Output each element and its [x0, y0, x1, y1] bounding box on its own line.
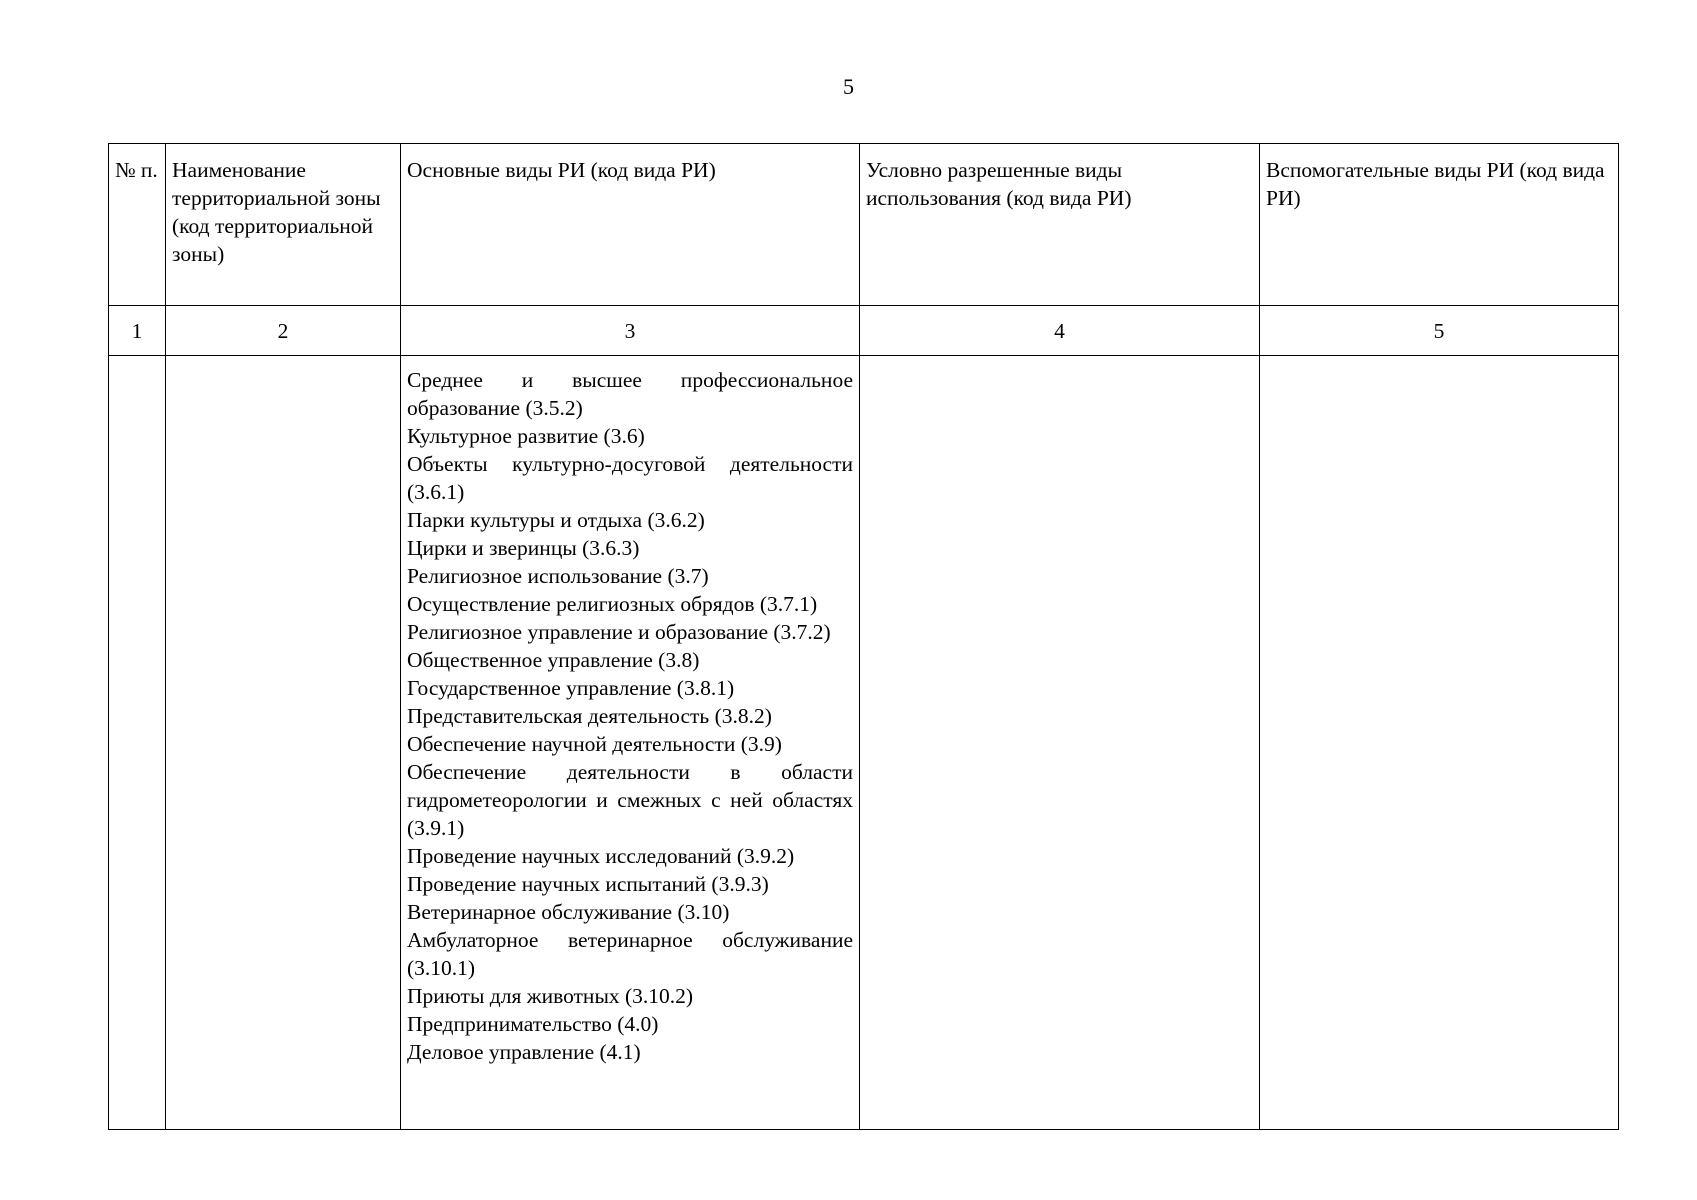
column-number: 3	[401, 306, 860, 356]
main-type-entry: Ветеринарное обслуживание (3.10)	[407, 900, 730, 924]
header-main-types: Основные виды РИ (код вида РИ)	[401, 144, 860, 306]
main-type-entry: Амбулаторное ветеринарное обслуживание (3.10.1)	[407, 928, 853, 980]
column-number: 4	[860, 306, 1260, 356]
main-type-entry: Предпринимательство (4.0)	[407, 1012, 659, 1036]
main-type-entry: Общественное управление (3.8)	[407, 648, 700, 672]
header-number: № п.	[109, 144, 166, 306]
auxiliary-types-cell	[1260, 356, 1619, 1130]
main-type-entry: Приюты для животных (3.10.2)	[407, 984, 694, 1008]
main-type-entry: Обеспечение научной деятельности (3.9)	[407, 732, 782, 756]
main-type-entry: Религиозное использование (3.7)	[407, 564, 709, 588]
header-zone-name: Наименование территориальной зоны (код территориальной зоны)	[166, 144, 401, 306]
row-number-cell	[109, 356, 166, 1130]
column-numbers-row	[109, 306, 1619, 356]
table-row	[109, 356, 1619, 1130]
main-type-entry: Цирки и зверинцы (3.6.3)	[407, 536, 640, 560]
header-auxiliary-types: Вспомогательные виды РИ (код вида РИ)	[1260, 144, 1619, 306]
column-number: 1	[109, 306, 166, 356]
main-type-entry: Обеспечение деятельности в области гидрометеорологии и смежных с ней областях (3.9.1)	[407, 760, 853, 840]
table-header-row	[109, 144, 1619, 306]
zone-name-cell	[166, 356, 401, 1130]
main-type-entry: Культурное развитие (3.6)	[407, 424, 645, 448]
main-type-entry: Религиозное управление и образование (3.7.2)	[407, 620, 831, 644]
main-type-entry: Деловое управление (4.1)	[407, 1040, 641, 1064]
main-type-entry: Государственное управление (3.8.1)	[407, 676, 735, 700]
main-type-entry: Парки культуры и отдыха (3.6.2)	[407, 508, 705, 532]
main-types-cell	[401, 356, 860, 1130]
main-type-entry: Представительская деятельность (3.8.2)	[407, 704, 772, 728]
page-number: 5	[843, 74, 854, 99]
column-number: 5	[1260, 306, 1619, 356]
land-use-table	[108, 143, 1619, 1130]
main-type-entry: Проведение научных исследований (3.9.2)	[407, 844, 795, 868]
main-type-entry: Проведение научных испытаний (3.9.3)	[407, 872, 769, 896]
main-type-entry: Объекты культурно-досуговой деятельности (3.6.1)	[407, 452, 853, 504]
main-type-entry: Осуществление религиозных обрядов (3.7.1)	[407, 592, 818, 616]
header-conditional-types: Условно разрешенные виды использования (код вида РИ)	[860, 144, 1260, 306]
conditional-types-cell	[860, 356, 1260, 1130]
main-type-entry: Среднее и высшее профессиональное образование (3.5.2)	[407, 368, 853, 420]
column-number: 2	[166, 306, 401, 356]
